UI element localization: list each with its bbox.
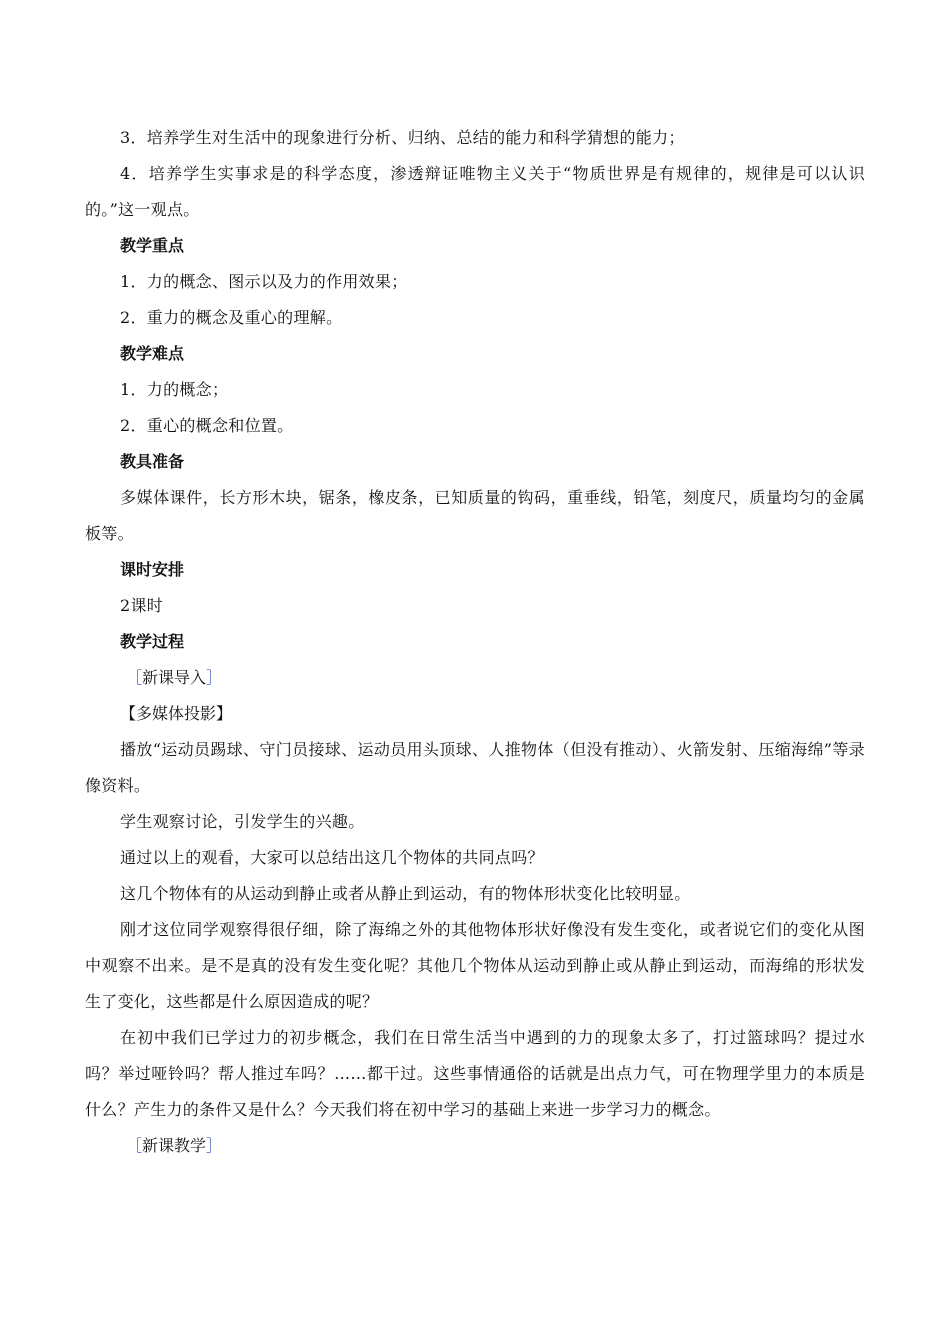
intro-label-text: 新课导入	[142, 668, 207, 687]
process-paragraph-6: 在初中我们已学过力的初步概念，我们在日常生活当中遇到的力的现象太多了，打过篮球吗？提过水吗？举过哑铃吗？帮人推过车吗？……都干过。这些事情通俗的话就是出点力气，可在物理学里力的本质是什么？产生力的条件又是什么？今天我们将在初中学习的基础上来进一步学习力的概念。	[85, 1028, 865, 1119]
new-lesson-section-label: ［新课教学］	[126, 1136, 223, 1155]
schedule-heading: 课时安排	[120, 560, 185, 579]
difficulty-item-1: 1．力的概念；	[120, 380, 229, 399]
schedule-text: 2课时	[120, 596, 164, 615]
key-points-heading: 教学重点	[120, 236, 185, 255]
objective-item-4: 4．培养学生实事求是的科学态度，渗透辩证唯物主义关于“物质世界是有规律的，规律是可以认识的。”这一观点。	[85, 164, 865, 219]
key-point-item-2: 2．重力的概念及重心的理解。	[120, 308, 343, 327]
document-page	[85, 120, 865, 1164]
new-lesson-label-text: 新课教学	[142, 1136, 207, 1155]
process-paragraph-5: 刚才这位同学观察得很仔细，除了海绵之外的其他物体形状好像没有发生变化，或者说它们的变化从图中观察不出来。是不是真的没有发生变化呢？其他几个物体从运动到静止或从静止到运动，而海绵的形状发生了变化，这些都是什么原因造成的呢？	[85, 920, 865, 1011]
process-paragraph-1: 播放“运动员踢球、守门员接球、运动员用头顶球、人推物体（但没有推动）、火箭发射、压缩海绵”等录像资料。	[85, 740, 865, 795]
process-paragraph-2: 学生观察讨论，引发学生的兴趣。	[120, 812, 365, 831]
materials-heading: 教具准备	[120, 452, 185, 471]
process-paragraph-3: 通过以上的观看，大家可以总结出这几个物体的共同点吗？	[120, 848, 544, 867]
materials-text: 多媒体课件，长方形木块，锯条，橡皮条，已知质量的钩码，重垂线，铅笔，刻度尺，质量均匀的金属板等。	[85, 488, 865, 543]
intro-section-label: ［新课导入］	[126, 668, 223, 687]
process-heading: 教学过程	[120, 632, 185, 651]
process-paragraph-4: 这几个物体有的从运动到静止或者从静止到运动，有的物体形状变化比较明显。	[120, 884, 691, 903]
objective-item-3: 3．培养学生对生活中的现象进行分析、归纳、总结的能力和科学猜想的能力；	[120, 128, 685, 147]
difficulties-heading: 教学难点	[120, 344, 185, 363]
key-point-item-1: 1．力的概念、图示以及力的作用效果；	[120, 272, 408, 291]
difficulty-item-2: 2．重心的概念和位置。	[120, 416, 294, 435]
multimedia-label: 【多媒体投影】	[120, 704, 233, 723]
